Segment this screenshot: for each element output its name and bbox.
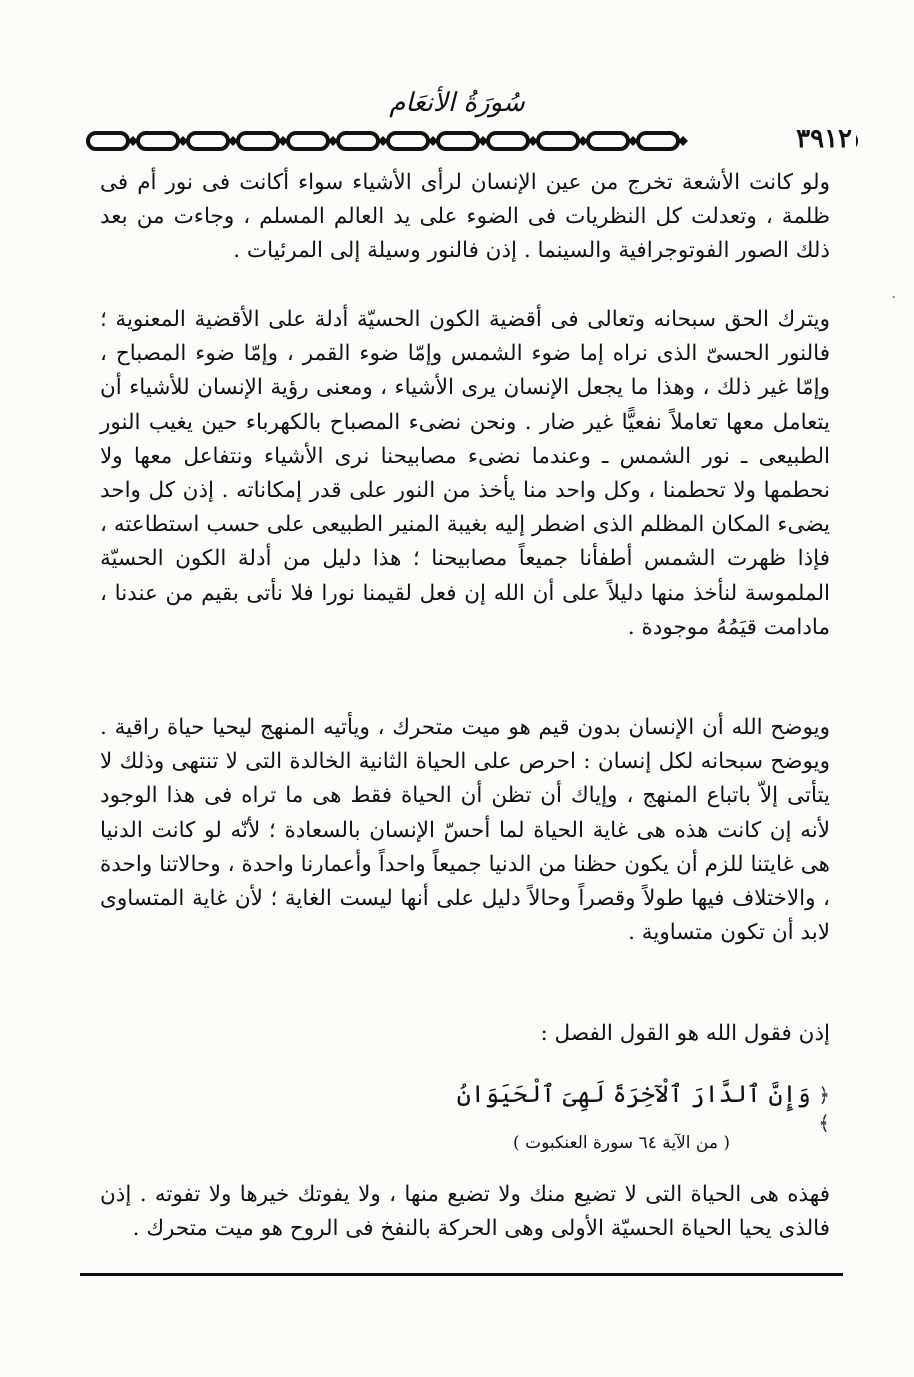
chain-diamond xyxy=(678,136,688,146)
quran-verse xyxy=(440,1080,830,1136)
chain-ornament-band xyxy=(82,126,862,156)
page-number: ٣٩١٢ xyxy=(792,124,856,154)
chain-link xyxy=(488,133,528,149)
paragraph-text: ويوضح الله أن الإنسان بدون قيم هو ميت متحرك ، ويأتيه المنهج ليحيا حياة راقية . ويوضح سبحانه لكل إنسان : احرص على الحياة الثانية الخالدة التى لا تنتهى وذلك لا يتأتى إلاّ باتباع المنهج ، وإياك أن تظن أن الحياة فقط هى ما تراه فى هذا الوجود لأنه إن كانت هذه هى غاية الحياة لما أحسّ الإنسان بالسعادة ؛ لأنّه لو كانت الدنيا هى غايتنا للزم أن يكون حظنا من الدنيا جميعاً واحداً وأعمارنا واحدة ، وحالاتنا واحدة ، والاختلاف فيها طولاً وقصراً وحالاً دليل على أنها ليست الغاية ؛ لأن غاية المتساوى لابد أن تكون متساوية . xyxy=(100,715,830,946)
paragraph-4 xyxy=(140,1017,830,1051)
verse-open-ornament: ﴿ xyxy=(818,1083,830,1107)
verse-close-ornament: ﴾ xyxy=(818,1111,830,1135)
margin-mark: · xyxy=(891,290,896,306)
chain-link xyxy=(138,133,178,149)
paragraph-text: ويترك الحق سبحانه وتعالى فى أقضية الكون الحسيّة أدلة على الأقضية المعنوية ؛ فالنور الحسىّ الذى نراه إما ضوء الشمس وإمّا ضوء القمر ، وإمّا ضوء المصباح ، وإمّا غير ذلك ، وهذا ما يجعل الإنسان يرى الأشياء ، ومعنى رؤية الإنسان للأشياء أن يتعامل معها تعاملاً نفعيًّا غير ضار . ونحن نضىء المصباح بالكهرباء حين يغيب النور الطبيعى ـ نور الشمس ـ وعندما نضىء مصابيحنا نرى الأشياء ونتفاعل معها ولا نحطمها ولا تحطمنا ، وكل واحد منا يأخذ من النور على قدر إمكاناته . إذن كل واحد يضىء المكان المظلم الذى اضطر إليه بغيبة المنير الطبيعى على حسب استطاعته ، فإذا ظهرت الشمس أطفأنا جميعاً مصابيحنا ؛ هذا دليل من أدلة الكون الحسيّة الملموسة لنأخذ منها دليلاً على أن الله إن فعل لقيمنا نورا فلا نأتى بقيم من عندنا ، مادامت قيَمُهُ موجودة . xyxy=(100,307,830,640)
paragraph-2 xyxy=(100,303,830,645)
chain-link xyxy=(588,133,628,149)
chain-link xyxy=(638,133,678,149)
paragraph-1 xyxy=(100,166,830,269)
paragraph-5 xyxy=(100,1178,830,1246)
verse-reference: ( من الآية ٦٤ سورة العنكبوت ) xyxy=(513,1133,730,1153)
paragraph-3 xyxy=(100,711,830,950)
chain-link xyxy=(88,133,128,149)
chain-link xyxy=(238,133,278,149)
verse-text: وَإِنَّ ٱلدَّارَ ٱلْآخِرَةَ لَهِىَ ٱلْحَيَوَانُ xyxy=(456,1080,811,1108)
footer-rule xyxy=(80,1273,843,1276)
chain-link xyxy=(188,133,228,149)
paragraph-text: إذن فقول الله هو القول الفصل : xyxy=(540,1021,830,1046)
chain-link xyxy=(338,133,378,149)
chain-link xyxy=(288,133,328,149)
surah-title: سُورَةُ الأنعَام xyxy=(389,88,525,118)
chain-link xyxy=(438,133,478,149)
chain-link xyxy=(538,133,578,149)
paragraph-text: ولو كانت الأشعة تخرج من عين الإنسان لرأى الأشياء سواء أكانت فى نور أم فى ظلمة ، وتعدلت كل النظريات فى الضوء على يد العالم المسلم ، وجاءت من بعد ذلك الصور الفوتوجرافية والسينما . إذن فالنور وسيلة إلى المرئيات . xyxy=(100,170,830,264)
paragraph-text: فهذه هى الحياة التى لا تضيع منك ولا تضيع منها ، ولا يفوتك خيرها ولا تفوته . إذن فالذى يحيا الحياة الحسيّة الأولى وهى الحركة بالنفخ فى الروح هو ميت متحرك . xyxy=(100,1182,830,1242)
chain-link xyxy=(388,133,428,149)
